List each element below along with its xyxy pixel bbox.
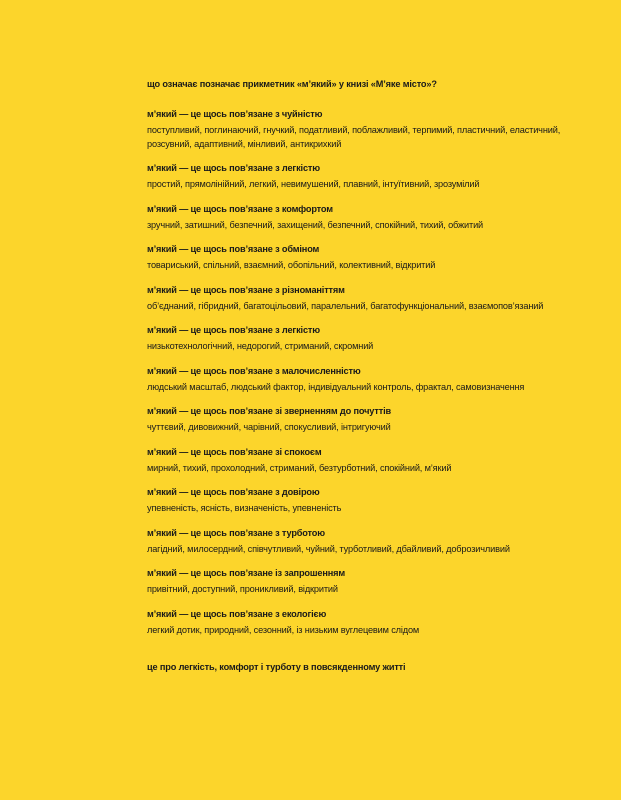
definition-section xyxy=(147,324,587,354)
definition-section xyxy=(147,203,587,233)
definition-words: поступливий, поглинаючий, гнучкий, податливий, поблажливий, терпимий, пластичний, еластичний, розсувний, адаптивний, мінливий, антикрихкий xyxy=(147,125,561,149)
page-question: що означає позначає прикметник «м’який» у книзі «М’яке місто»? xyxy=(147,79,437,89)
definition-section xyxy=(147,365,587,395)
definition-heading: м’який — це щось пов’язане з довірою xyxy=(147,487,320,497)
definition-heading: м’який — це щось пов’язане з малочисленністю xyxy=(147,365,361,376)
definition-words: товариський, спільний, взаємний, обопільний, колективний, відкритий xyxy=(147,260,436,270)
definition-section xyxy=(147,567,587,597)
definition-section xyxy=(147,162,587,192)
definition-section xyxy=(147,284,587,314)
definition-section xyxy=(147,486,587,516)
definition-words: чуттєвий, дивовижний, чарівний, спокусливий, інтригуючий xyxy=(147,422,391,432)
definition-section xyxy=(147,608,587,638)
definition-words: людський масштаб, людський фактор, індивідуальний контроль, фрактал, самовизначення xyxy=(147,381,525,392)
definition-section xyxy=(147,527,587,557)
definition-heading: м’який — це щось пов’язане з екологією xyxy=(147,608,327,619)
definition-heading: м’який — це щось пов’язане з турботою xyxy=(147,527,325,538)
definition-heading: м’який — це щось пов’язане з чуйністю xyxy=(147,109,323,119)
definition-words: зручний, затишний, безпечний, захищений, безпечний, спокійний, тихий, обжитий xyxy=(147,219,484,230)
definition-heading: м’який — це щось пов’язане зі спокоєм xyxy=(147,446,322,457)
definition-heading: м’який — це щось пов’язане з комфортом xyxy=(147,203,333,214)
definition-section xyxy=(147,446,587,476)
definition-words: легкий дотик, природний, сезонний, із низьким вуглецевим слідом xyxy=(147,624,420,635)
definition-heading: м’який — це щось пов’язане з легкістю xyxy=(147,163,320,173)
definition-words: привітний, доступний, проникливий, відкритий xyxy=(147,584,338,594)
definition-heading: м’який — це щось пов’язане з легкістю xyxy=(147,325,320,335)
definition-section xyxy=(147,243,587,273)
definition-heading: м’який — це щось пов’язане з різноманіттям xyxy=(147,284,345,295)
definition-heading: м’який — це щось пов’язане із запрошенням xyxy=(147,568,346,578)
page-content xyxy=(147,78,587,673)
page-conclusion: це про легкість, комфорт і турботу в повсякденному житті xyxy=(147,662,406,672)
definition-heading: м’який — це щось пов’язане зі зверненням до почуттів xyxy=(147,406,391,416)
definition-section xyxy=(147,405,587,435)
definition-words: низькотехнологічний, недорогий, стриманий, скромний xyxy=(147,341,374,351)
definition-section xyxy=(147,108,587,151)
definition-words: лагідний, милосердний, співчутливий, чуйний, турботливий, дбайливий, доброзичливий xyxy=(147,543,510,554)
definition-heading: м’який — це щось пов’язане з обміном xyxy=(147,244,320,254)
definition-words: простий, прямолінійний, легкий, невимушений, плавний, інтуїтивний, зрозумілий xyxy=(147,179,480,189)
definition-words: мирний, тихий, прохолодний, стриманий, безтурботний, спокійний, м’який xyxy=(147,462,452,473)
definition-words: об’єднаний, гібридний, багатоцільовий, паралельний, багатофункціональний, взаємопов’язаний xyxy=(147,300,544,311)
definition-words: упевненість, ясність, визначеність, упевненість xyxy=(147,503,342,513)
